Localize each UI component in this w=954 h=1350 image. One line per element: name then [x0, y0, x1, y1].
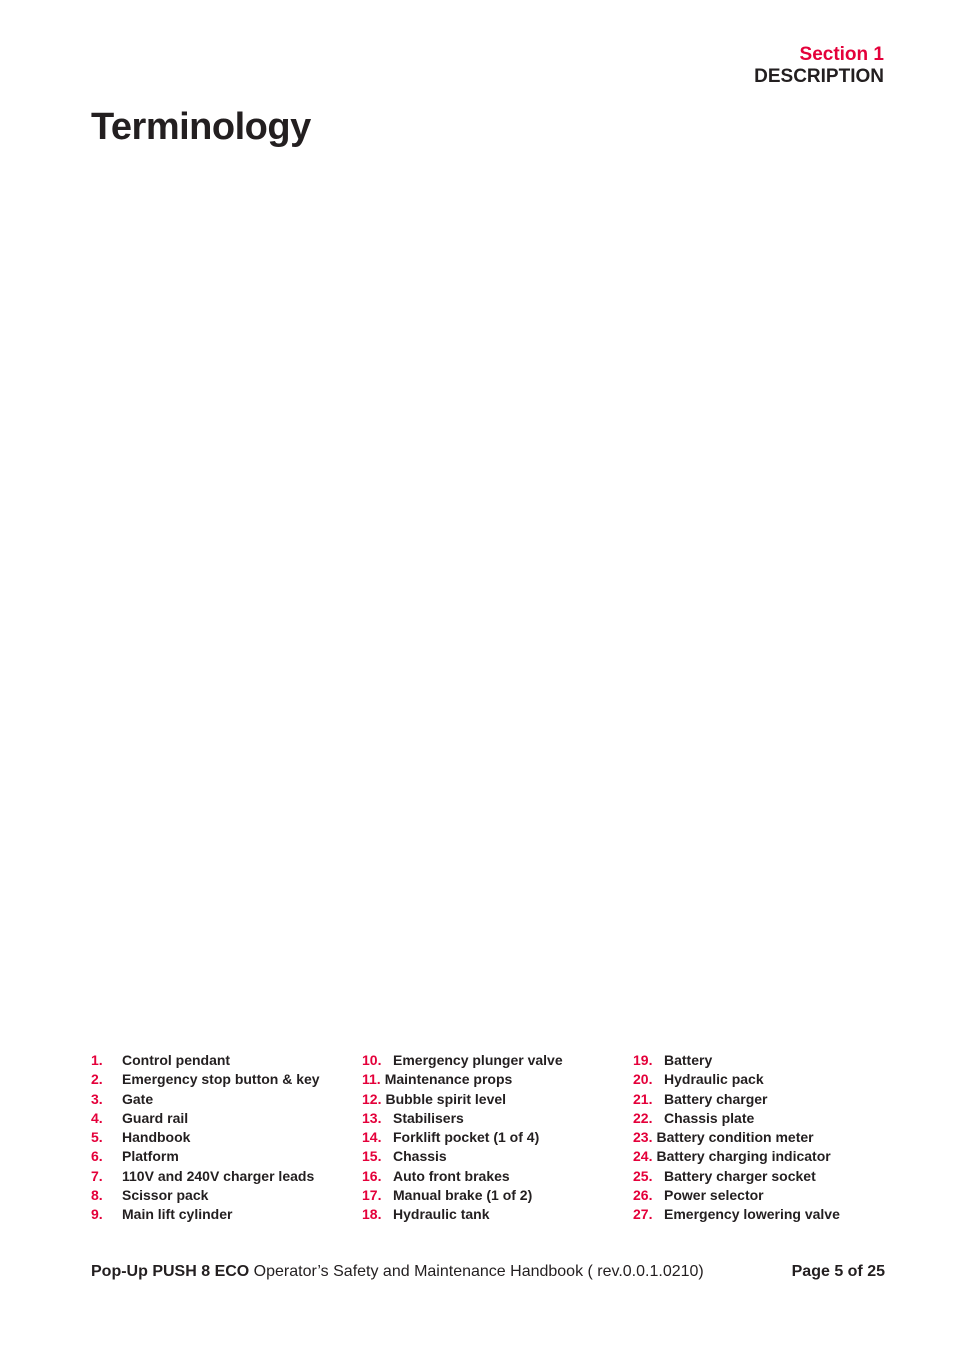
legend-label: Emergency plunger valve	[393, 1052, 563, 1068]
legend-label: Battery charger	[664, 1090, 768, 1107]
legend-label: Stabilisers	[393, 1109, 464, 1126]
legend-item	[633, 1090, 903, 1109]
legend-item	[362, 1147, 632, 1166]
legend-label: Emergency stop button & key	[122, 1071, 320, 1088]
legend-number: 19.	[633, 1052, 653, 1068]
legend-item	[91, 1070, 361, 1089]
legend-number: 23.	[633, 1129, 653, 1145]
legend-item	[362, 1051, 632, 1070]
legend-label: Handbook	[122, 1129, 191, 1145]
legend-number: 16.	[362, 1167, 382, 1184]
legend-number: 4.	[91, 1109, 103, 1126]
legend-item	[362, 1090, 632, 1109]
legend-label: Emergency lowering valve	[664, 1206, 840, 1222]
legend-number: 17.	[362, 1186, 382, 1203]
legend-label: Platform	[122, 1148, 179, 1165]
legend-number: 12.	[362, 1090, 382, 1107]
legend-item	[362, 1186, 632, 1205]
legend-item	[362, 1128, 632, 1147]
legend-item	[633, 1167, 903, 1186]
legend-label: Scissor pack	[122, 1186, 209, 1203]
legend-number: 6.	[91, 1148, 103, 1165]
legend-item	[633, 1186, 903, 1205]
legend-label: Main lift cylinder	[122, 1206, 233, 1222]
legend-number: 24.	[633, 1148, 653, 1165]
footer-document-title: Operator’s Safety and Maintenance Handbook ( rev.0.0.1.0210)	[249, 1263, 704, 1280]
legend-label: Chassis plate	[664, 1109, 755, 1126]
legend-column-1	[91, 1051, 361, 1224]
legend-item	[91, 1051, 361, 1070]
legend-item	[362, 1070, 632, 1089]
legend-label: Manual brake (1 of 2)	[393, 1186, 533, 1203]
legend-label: Hydraulic pack	[664, 1071, 764, 1088]
legend-item	[362, 1109, 632, 1128]
legend-label: Power selector	[664, 1186, 764, 1203]
legend-label: Forklift pocket (1 of 4)	[393, 1129, 540, 1145]
page-footer	[91, 1262, 885, 1282]
legend-label: Control pendant	[122, 1052, 231, 1068]
legend-number: 22.	[633, 1109, 653, 1126]
page-title: Terminology	[91, 106, 311, 148]
legend-label: Battery	[664, 1052, 713, 1068]
legend-item	[633, 1205, 903, 1224]
section-name: DESCRIPTION	[754, 66, 884, 87]
figure-area	[91, 170, 885, 1030]
legend-column-2	[362, 1051, 632, 1224]
legend-number: 13.	[362, 1109, 382, 1126]
legend-item	[633, 1147, 903, 1166]
legend-item	[91, 1186, 361, 1205]
legend-item	[91, 1128, 361, 1147]
legend-label: Guard rail	[122, 1109, 189, 1126]
legend-item	[91, 1205, 361, 1224]
legend-number: 21.	[633, 1090, 653, 1107]
legend-item	[362, 1205, 632, 1224]
legend-item	[362, 1167, 632, 1186]
legend-number: 18.	[362, 1206, 382, 1222]
legend-label: Maintenance props	[384, 1071, 513, 1088]
legend-item	[91, 1090, 361, 1109]
legend-item	[633, 1109, 903, 1128]
legend-item	[91, 1167, 361, 1186]
legend-number: 9.	[91, 1206, 103, 1222]
legend-number: 7.	[91, 1167, 103, 1184]
section-header	[754, 44, 884, 88]
legend-number: 5.	[91, 1129, 103, 1145]
legend-number: 27.	[633, 1206, 653, 1222]
legend-number: 11.	[362, 1071, 381, 1088]
terminology-legend	[91, 1051, 891, 1231]
legend-item	[633, 1070, 903, 1089]
legend-label: Hydraulic tank	[393, 1206, 490, 1222]
legend-label: Battery charging indicator	[656, 1148, 831, 1165]
legend-label: Battery charger socket	[664, 1167, 816, 1184]
footer-product-name: Pop-Up PUSH 8 ECO	[91, 1263, 250, 1280]
legend-label: Chassis	[393, 1148, 447, 1165]
legend-label: Gate	[122, 1090, 154, 1107]
legend-number: 10.	[362, 1052, 382, 1068]
legend-number: 2.	[91, 1071, 103, 1088]
legend-number: 3.	[91, 1090, 103, 1107]
legend-label: 110V and 240V charger leads	[122, 1167, 315, 1184]
legend-number: 15.	[362, 1148, 382, 1165]
legend-item	[633, 1051, 903, 1070]
legend-label: Auto front brakes	[393, 1167, 510, 1184]
legend-label: Bubble spirit level	[385, 1090, 507, 1107]
legend-label: Battery condition meter	[656, 1129, 814, 1145]
footer-page-number: Page 5 of 25	[791, 1263, 885, 1280]
legend-number: 25.	[633, 1167, 653, 1184]
legend-item	[633, 1128, 903, 1147]
legend-number: 8.	[91, 1186, 103, 1203]
legend-number: 1.	[91, 1052, 103, 1068]
legend-column-3	[633, 1051, 903, 1224]
legend-number: 26.	[633, 1186, 653, 1203]
legend-item	[91, 1147, 361, 1166]
legend-number: 14.	[362, 1129, 382, 1145]
legend-item	[91, 1109, 361, 1128]
section-number: Section 1	[799, 44, 884, 65]
legend-number: 20.	[633, 1071, 653, 1088]
